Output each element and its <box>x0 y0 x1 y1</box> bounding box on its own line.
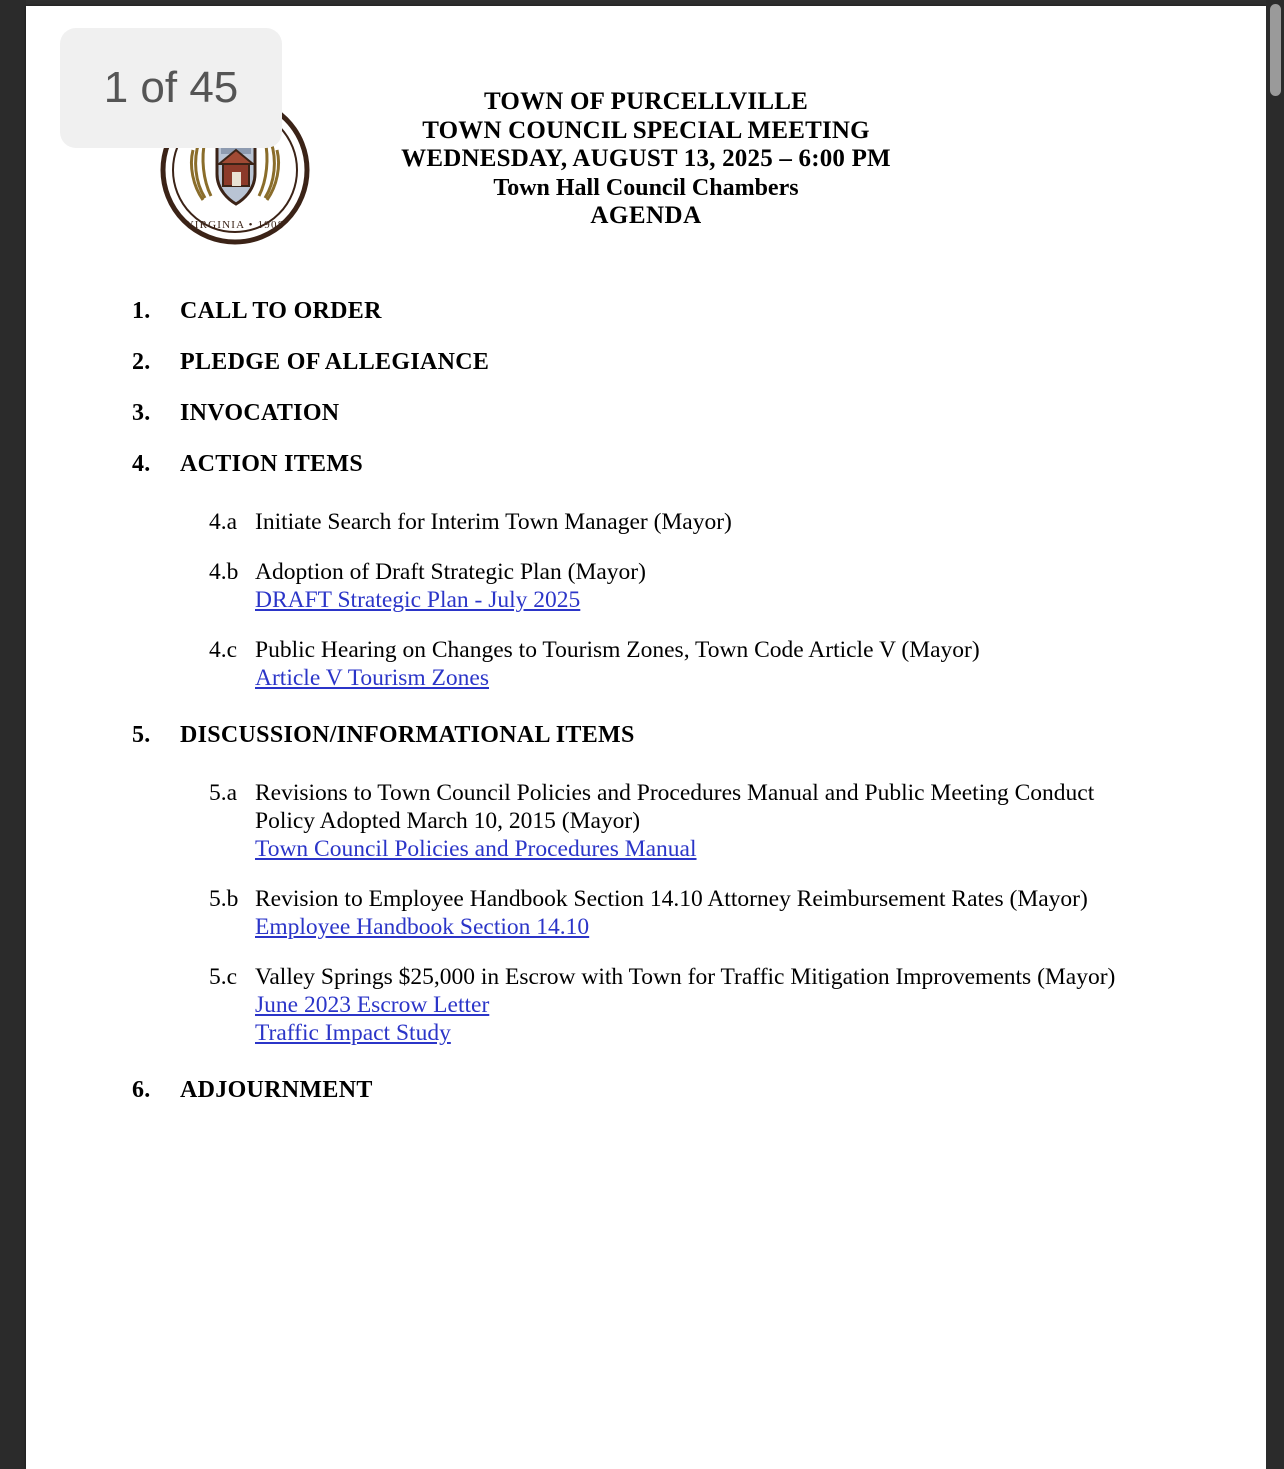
agenda-subitem <box>26 508 1266 536</box>
agenda-subitem-text: Valley Springs $25,000 in Escrow with Town for Traffic Mitigation Improvements (Mayor) <box>255 964 1116 990</box>
header-agenda-label: AGENDA <box>590 202 702 229</box>
agenda-item-label: DISCUSSION/INFORMATIONAL ITEMS <box>180 722 635 748</box>
agenda-item-label: CALL TO ORDER <box>180 298 382 324</box>
agenda-item-number: 6. <box>132 1077 151 1103</box>
agenda-item-number: 1. <box>132 298 151 324</box>
attachment-link[interactable]: June 2023 Escrow Letter <box>255 992 490 1018</box>
agenda-item-label: PLEDGE OF ALLEGIANCE <box>180 349 490 375</box>
agenda-item <box>26 722 1266 749</box>
viewer-left-gutter <box>0 0 26 1469</box>
agenda-subitem-text: Initiate Search for Interim Town Manager (Mayor) <box>255 509 732 535</box>
header-town-name: TOWN OF PURCELLVILLE <box>484 88 808 115</box>
agenda-item <box>26 1077 1266 1104</box>
agenda-item-label: INVOCATION <box>180 400 340 426</box>
attachment-link[interactable]: Traffic Impact Study <box>255 1020 451 1046</box>
seal-banner-text: VIRGINIA • 1908 <box>185 219 285 231</box>
header-location: Town Hall Council Chambers <box>493 174 799 201</box>
agenda-subitem-text: Revisions to Town Council Policies and Procedures Manual and Public Meeting Conduct Policy Adopted March 10, 2015 (Mayor) <box>255 780 1095 834</box>
agenda-subitem-text: Public Hearing on Changes to Tourism Zones, Town Code Article V (Mayor) <box>255 637 980 663</box>
attachment-link[interactable]: Town Council Policies and Procedures Manual <box>255 836 697 862</box>
agenda-subitem-number: 4.a <box>209 509 238 535</box>
attachment-link[interactable]: DRAFT Strategic Plan - July 2025 <box>255 587 581 613</box>
agenda-subitem <box>26 779 1266 863</box>
agenda-subitem-number: 5.c <box>209 964 238 990</box>
vertical-scrollbar[interactable] <box>1266 0 1284 1469</box>
attachment-link[interactable]: Employee Handbook Section 14.10 <box>255 914 590 940</box>
agenda-subitem-number: 5.a <box>209 780 238 806</box>
agenda-list <box>26 274 1266 1104</box>
agenda-item-label: ACTION ITEMS <box>180 451 363 477</box>
scrollbar-thumb[interactable] <box>1270 4 1281 96</box>
agenda-subitem <box>26 885 1266 941</box>
agenda-subitem <box>26 558 1266 614</box>
agenda-item-number: 2. <box>132 349 151 375</box>
attachment-link[interactable]: Article V Tourism Zones <box>255 665 489 691</box>
agenda-subitem <box>26 963 1266 1047</box>
agenda-item-number: 3. <box>132 400 151 426</box>
agenda-item-number: 5. <box>132 722 151 748</box>
agenda-subitem-text: Revision to Employee Handbook Section 14.10 Attorney Reimbursement Rates (Mayor) <box>255 886 1088 912</box>
page-indicator: 1 of 45 <box>60 28 282 148</box>
agenda-item-number: 4. <box>132 451 151 477</box>
header-datetime: WEDNESDAY, AUGUST 13, 2025 – 6:00 PM <box>401 145 891 172</box>
agenda-item <box>26 298 1266 325</box>
agenda-subitem <box>26 636 1266 692</box>
agenda-subitem-number: 5.b <box>209 886 239 912</box>
agenda-item-label: ADJOURNMENT <box>180 1077 373 1103</box>
agenda-item <box>26 451 1266 478</box>
agenda-subitem-number: 4.b <box>209 559 239 585</box>
document-page <box>26 6 1266 1469</box>
agenda-subitem-number: 4.c <box>209 637 238 663</box>
agenda-subitem-text: Adoption of Draft Strategic Plan (Mayor) <box>255 559 646 585</box>
agenda-item <box>26 349 1266 376</box>
header-meeting-type: TOWN COUNCIL SPECIAL MEETING <box>422 116 870 144</box>
agenda-item <box>26 400 1266 427</box>
